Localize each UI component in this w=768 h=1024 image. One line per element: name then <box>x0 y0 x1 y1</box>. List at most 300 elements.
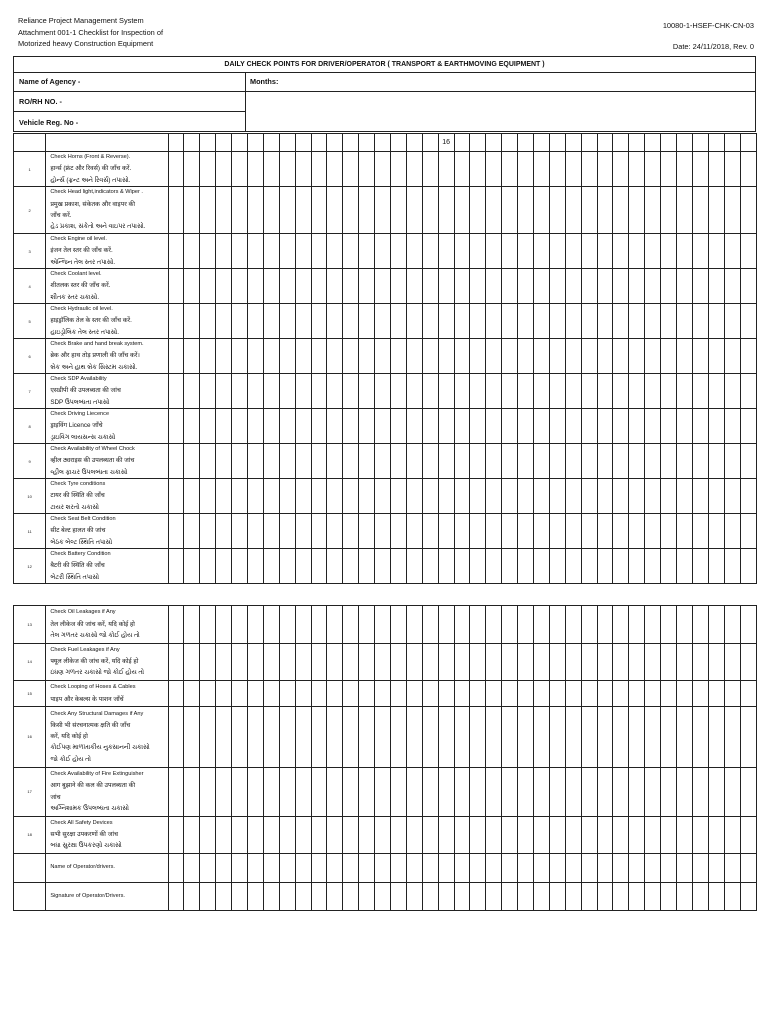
day-check-cell[interactable] <box>422 643 438 681</box>
day-check-cell[interactable] <box>645 374 661 409</box>
day-check-cell[interactable] <box>613 479 629 514</box>
day-check-cell[interactable] <box>565 707 581 768</box>
day-check-cell[interactable] <box>613 339 629 374</box>
day-check-cell[interactable] <box>518 643 534 681</box>
day-check-cell[interactable] <box>168 854 184 883</box>
day-check-cell[interactable] <box>200 374 216 409</box>
day-check-cell[interactable] <box>327 681 343 707</box>
day-check-cell[interactable] <box>279 854 295 883</box>
day-check-cell[interactable] <box>708 374 724 409</box>
day-check-cell[interactable] <box>438 681 454 707</box>
day-check-cell[interactable] <box>645 707 661 768</box>
day-check-cell[interactable] <box>708 883 724 911</box>
day-check-cell[interactable] <box>343 187 359 234</box>
day-check-cell[interactable] <box>216 549 232 584</box>
day-check-cell[interactable] <box>422 234 438 269</box>
day-check-cell[interactable] <box>359 681 375 707</box>
day-check-cell[interactable] <box>263 854 279 883</box>
day-check-cell[interactable] <box>645 883 661 911</box>
day-check-cell[interactable] <box>740 339 756 374</box>
day-check-cell[interactable] <box>597 549 613 584</box>
day-check-cell[interactable] <box>454 883 470 911</box>
day-check-cell[interactable] <box>470 152 486 187</box>
day-check-cell[interactable] <box>200 514 216 549</box>
day-check-cell[interactable] <box>216 339 232 374</box>
day-check-cell[interactable] <box>740 767 756 816</box>
day-check-cell[interactable] <box>422 854 438 883</box>
day-check-cell[interactable] <box>613 767 629 816</box>
day-check-cell[interactable] <box>263 269 279 304</box>
day-check-cell[interactable] <box>279 187 295 234</box>
day-check-cell[interactable] <box>247 606 263 644</box>
day-check-cell[interactable] <box>597 643 613 681</box>
day-check-cell[interactable] <box>168 681 184 707</box>
day-check-cell[interactable] <box>708 479 724 514</box>
day-check-cell[interactable] <box>343 707 359 768</box>
day-check-cell[interactable] <box>692 514 708 549</box>
day-check-cell[interactable] <box>422 374 438 409</box>
day-check-cell[interactable] <box>263 339 279 374</box>
day-check-cell[interactable] <box>629 816 645 854</box>
day-check-cell[interactable] <box>263 304 279 339</box>
day-check-cell[interactable] <box>216 681 232 707</box>
day-check-cell[interactable] <box>200 444 216 479</box>
day-check-cell[interactable] <box>533 549 549 584</box>
day-check-cell[interactable] <box>406 854 422 883</box>
day-check-cell[interactable] <box>613 152 629 187</box>
day-check-cell[interactable] <box>247 549 263 584</box>
day-check-cell[interactable] <box>565 883 581 911</box>
day-check-cell[interactable] <box>359 883 375 911</box>
day-check-cell[interactable] <box>677 409 693 444</box>
day-check-cell[interactable] <box>279 767 295 816</box>
day-check-cell[interactable] <box>279 549 295 584</box>
day-check-cell[interactable] <box>279 152 295 187</box>
day-check-cell[interactable] <box>422 707 438 768</box>
day-check-cell[interactable] <box>247 514 263 549</box>
day-check-cell[interactable] <box>422 549 438 584</box>
day-check-cell[interactable] <box>422 409 438 444</box>
day-check-cell[interactable] <box>740 643 756 681</box>
day-check-cell[interactable] <box>263 374 279 409</box>
day-check-cell[interactable] <box>565 681 581 707</box>
day-check-cell[interactable] <box>295 514 311 549</box>
day-check-cell[interactable] <box>724 854 740 883</box>
day-check-cell[interactable] <box>486 707 502 768</box>
day-check-cell[interactable] <box>518 883 534 911</box>
day-check-cell[interactable] <box>692 643 708 681</box>
day-check-cell[interactable] <box>645 152 661 187</box>
day-check-cell[interactable] <box>597 269 613 304</box>
day-check-cell[interactable] <box>486 187 502 234</box>
day-check-cell[interactable] <box>216 479 232 514</box>
day-check-cell[interactable] <box>263 767 279 816</box>
day-check-cell[interactable] <box>200 549 216 584</box>
day-check-cell[interactable] <box>311 374 327 409</box>
day-check-cell[interactable] <box>295 707 311 768</box>
day-check-cell[interactable] <box>502 269 518 304</box>
day-check-cell[interactable] <box>406 883 422 911</box>
day-check-cell[interactable] <box>216 816 232 854</box>
day-check-cell[interactable] <box>327 444 343 479</box>
day-check-cell[interactable] <box>677 479 693 514</box>
day-check-cell[interactable] <box>708 339 724 374</box>
day-check-cell[interactable] <box>438 234 454 269</box>
day-check-cell[interactable] <box>454 643 470 681</box>
day-check-cell[interactable] <box>724 339 740 374</box>
day-check-cell[interactable] <box>533 304 549 339</box>
day-check-cell[interactable] <box>692 269 708 304</box>
day-check-cell[interactable] <box>565 409 581 444</box>
day-check-cell[interactable] <box>629 707 645 768</box>
day-check-cell[interactable] <box>327 234 343 269</box>
day-check-cell[interactable] <box>470 339 486 374</box>
day-check-cell[interactable] <box>247 767 263 816</box>
day-check-cell[interactable] <box>343 514 359 549</box>
day-check-cell[interactable] <box>724 549 740 584</box>
day-check-cell[interactable] <box>438 479 454 514</box>
day-check-cell[interactable] <box>295 444 311 479</box>
day-check-cell[interactable] <box>295 374 311 409</box>
day-check-cell[interactable] <box>375 643 391 681</box>
day-check-cell[interactable] <box>661 374 677 409</box>
day-check-cell[interactable] <box>533 339 549 374</box>
day-check-cell[interactable] <box>375 152 391 187</box>
day-check-cell[interactable] <box>390 767 406 816</box>
day-check-cell[interactable] <box>263 409 279 444</box>
day-check-cell[interactable] <box>677 767 693 816</box>
day-check-cell[interactable] <box>581 479 597 514</box>
day-check-cell[interactable] <box>518 339 534 374</box>
day-check-cell[interactable] <box>629 681 645 707</box>
day-check-cell[interactable] <box>677 549 693 584</box>
day-check-cell[interactable] <box>724 606 740 644</box>
day-check-cell[interactable] <box>661 304 677 339</box>
day-check-cell[interactable] <box>454 681 470 707</box>
day-check-cell[interactable] <box>232 767 248 816</box>
day-check-cell[interactable] <box>390 549 406 584</box>
day-check-cell[interactable] <box>279 269 295 304</box>
day-check-cell[interactable] <box>390 187 406 234</box>
day-check-cell[interactable] <box>184 339 200 374</box>
day-check-cell[interactable] <box>200 304 216 339</box>
day-check-cell[interactable] <box>613 444 629 479</box>
day-check-cell[interactable] <box>375 767 391 816</box>
day-check-cell[interactable] <box>200 187 216 234</box>
day-check-cell[interactable] <box>422 767 438 816</box>
day-check-cell[interactable] <box>740 854 756 883</box>
day-check-cell[interactable] <box>677 304 693 339</box>
day-check-cell[interactable] <box>390 707 406 768</box>
day-check-cell[interactable] <box>518 234 534 269</box>
day-check-cell[interactable] <box>454 409 470 444</box>
day-check-cell[interactable] <box>232 269 248 304</box>
day-check-cell[interactable] <box>470 816 486 854</box>
day-check-cell[interactable] <box>502 479 518 514</box>
day-check-cell[interactable] <box>629 374 645 409</box>
day-check-cell[interactable] <box>581 816 597 854</box>
day-check-cell[interactable] <box>454 606 470 644</box>
day-check-cell[interactable] <box>502 681 518 707</box>
day-check-cell[interactable] <box>533 681 549 707</box>
day-check-cell[interactable] <box>390 606 406 644</box>
day-check-cell[interactable] <box>263 549 279 584</box>
day-check-cell[interactable] <box>327 304 343 339</box>
day-check-cell[interactable] <box>724 269 740 304</box>
day-check-cell[interactable] <box>565 854 581 883</box>
day-check-cell[interactable] <box>343 883 359 911</box>
day-check-cell[interactable] <box>677 444 693 479</box>
day-check-cell[interactable] <box>247 304 263 339</box>
day-check-cell[interactable] <box>327 883 343 911</box>
day-check-cell[interactable] <box>359 854 375 883</box>
day-check-cell[interactable] <box>613 187 629 234</box>
day-check-cell[interactable] <box>454 234 470 269</box>
day-check-cell[interactable] <box>247 374 263 409</box>
day-check-cell[interactable] <box>247 269 263 304</box>
day-check-cell[interactable] <box>232 152 248 187</box>
day-check-cell[interactable] <box>677 514 693 549</box>
day-check-cell[interactable] <box>708 152 724 187</box>
day-check-cell[interactable] <box>438 854 454 883</box>
day-check-cell[interactable] <box>406 444 422 479</box>
day-check-cell[interactable] <box>454 152 470 187</box>
day-check-cell[interactable] <box>232 549 248 584</box>
day-check-cell[interactable] <box>295 409 311 444</box>
day-check-cell[interactable] <box>597 339 613 374</box>
day-check-cell[interactable] <box>359 816 375 854</box>
day-check-cell[interactable] <box>470 549 486 584</box>
day-check-cell[interactable] <box>295 339 311 374</box>
day-check-cell[interactable] <box>168 152 184 187</box>
day-check-cell[interactable] <box>343 816 359 854</box>
day-check-cell[interactable] <box>200 707 216 768</box>
day-check-cell[interactable] <box>724 643 740 681</box>
day-check-cell[interactable] <box>438 304 454 339</box>
day-check-cell[interactable] <box>406 643 422 681</box>
day-check-cell[interactable] <box>168 304 184 339</box>
day-check-cell[interactable] <box>343 444 359 479</box>
day-check-cell[interactable] <box>597 681 613 707</box>
day-check-cell[interactable] <box>168 187 184 234</box>
day-check-cell[interactable] <box>549 854 565 883</box>
day-check-cell[interactable] <box>200 606 216 644</box>
day-check-cell[interactable] <box>724 374 740 409</box>
day-check-cell[interactable] <box>184 234 200 269</box>
day-check-cell[interactable] <box>645 643 661 681</box>
day-check-cell[interactable] <box>565 304 581 339</box>
day-check-cell[interactable] <box>502 234 518 269</box>
day-check-cell[interactable] <box>327 767 343 816</box>
day-check-cell[interactable] <box>708 643 724 681</box>
day-check-cell[interactable] <box>724 444 740 479</box>
day-check-cell[interactable] <box>645 304 661 339</box>
day-check-cell[interactable] <box>263 707 279 768</box>
day-check-cell[interactable] <box>343 606 359 644</box>
day-check-cell[interactable] <box>724 681 740 707</box>
day-check-cell[interactable] <box>311 304 327 339</box>
day-check-cell[interactable] <box>200 643 216 681</box>
day-check-cell[interactable] <box>692 767 708 816</box>
day-check-cell[interactable] <box>502 304 518 339</box>
day-check-cell[interactable] <box>406 816 422 854</box>
day-check-cell[interactable] <box>295 643 311 681</box>
day-check-cell[interactable] <box>184 479 200 514</box>
day-check-cell[interactable] <box>677 234 693 269</box>
day-check-cell[interactable] <box>486 304 502 339</box>
day-check-cell[interactable] <box>343 854 359 883</box>
day-check-cell[interactable] <box>422 681 438 707</box>
day-check-cell[interactable] <box>390 339 406 374</box>
day-check-cell[interactable] <box>422 152 438 187</box>
day-check-cell[interactable] <box>375 187 391 234</box>
day-check-cell[interactable] <box>724 707 740 768</box>
day-check-cell[interactable] <box>740 606 756 644</box>
day-check-cell[interactable] <box>708 816 724 854</box>
day-check-cell[interactable] <box>295 854 311 883</box>
day-check-cell[interactable] <box>343 152 359 187</box>
day-check-cell[interactable] <box>232 409 248 444</box>
day-check-cell[interactable] <box>263 444 279 479</box>
day-check-cell[interactable] <box>740 234 756 269</box>
day-check-cell[interactable] <box>677 681 693 707</box>
day-check-cell[interactable] <box>327 269 343 304</box>
day-check-cell[interactable] <box>692 409 708 444</box>
day-check-cell[interactable] <box>518 707 534 768</box>
day-check-cell[interactable] <box>327 374 343 409</box>
day-check-cell[interactable] <box>661 152 677 187</box>
day-check-cell[interactable] <box>216 767 232 816</box>
day-check-cell[interactable] <box>359 409 375 444</box>
day-check-cell[interactable] <box>613 883 629 911</box>
day-check-cell[interactable] <box>311 152 327 187</box>
day-check-cell[interactable] <box>200 767 216 816</box>
day-check-cell[interactable] <box>565 339 581 374</box>
day-check-cell[interactable] <box>279 479 295 514</box>
day-check-cell[interactable] <box>359 479 375 514</box>
day-check-cell[interactable] <box>247 444 263 479</box>
day-check-cell[interactable] <box>645 854 661 883</box>
day-check-cell[interactable] <box>422 304 438 339</box>
day-check-cell[interactable] <box>168 514 184 549</box>
day-check-cell[interactable] <box>359 707 375 768</box>
day-check-cell[interactable] <box>740 444 756 479</box>
day-check-cell[interactable] <box>629 767 645 816</box>
day-check-cell[interactable] <box>375 374 391 409</box>
day-check-cell[interactable] <box>422 514 438 549</box>
day-check-cell[interactable] <box>168 339 184 374</box>
day-check-cell[interactable] <box>422 187 438 234</box>
day-check-cell[interactable] <box>327 606 343 644</box>
day-check-cell[interactable] <box>279 816 295 854</box>
day-check-cell[interactable] <box>390 514 406 549</box>
day-check-cell[interactable] <box>168 767 184 816</box>
day-check-cell[interactable] <box>645 234 661 269</box>
day-check-cell[interactable] <box>438 816 454 854</box>
day-check-cell[interactable] <box>247 409 263 444</box>
day-check-cell[interactable] <box>740 304 756 339</box>
day-check-cell[interactable] <box>581 854 597 883</box>
day-check-cell[interactable] <box>359 374 375 409</box>
day-check-cell[interactable] <box>359 304 375 339</box>
day-check-cell[interactable] <box>597 479 613 514</box>
day-check-cell[interactable] <box>454 707 470 768</box>
day-check-cell[interactable] <box>200 816 216 854</box>
day-check-cell[interactable] <box>184 304 200 339</box>
day-check-cell[interactable] <box>343 681 359 707</box>
day-check-cell[interactable] <box>295 883 311 911</box>
day-check-cell[interactable] <box>438 409 454 444</box>
day-check-cell[interactable] <box>327 643 343 681</box>
day-check-cell[interactable] <box>375 606 391 644</box>
day-check-cell[interactable] <box>438 883 454 911</box>
day-check-cell[interactable] <box>216 269 232 304</box>
day-check-cell[interactable] <box>661 514 677 549</box>
day-check-cell[interactable] <box>422 479 438 514</box>
day-check-cell[interactable] <box>232 304 248 339</box>
day-check-cell[interactable] <box>645 549 661 584</box>
day-check-cell[interactable] <box>263 514 279 549</box>
day-check-cell[interactable] <box>549 187 565 234</box>
day-check-cell[interactable] <box>311 269 327 304</box>
day-check-cell[interactable] <box>184 681 200 707</box>
day-check-cell[interactable] <box>502 606 518 644</box>
day-check-cell[interactable] <box>740 152 756 187</box>
day-check-cell[interactable] <box>438 444 454 479</box>
day-check-cell[interactable] <box>216 854 232 883</box>
day-check-cell[interactable] <box>645 816 661 854</box>
day-check-cell[interactable] <box>263 234 279 269</box>
day-check-cell[interactable] <box>581 707 597 768</box>
day-check-cell[interactable] <box>724 152 740 187</box>
day-check-cell[interactable] <box>184 444 200 479</box>
day-check-cell[interactable] <box>533 606 549 644</box>
day-check-cell[interactable] <box>486 549 502 584</box>
day-check-cell[interactable] <box>247 643 263 681</box>
day-check-cell[interactable] <box>581 269 597 304</box>
day-check-cell[interactable] <box>518 479 534 514</box>
day-check-cell[interactable] <box>168 606 184 644</box>
day-check-cell[interactable] <box>549 606 565 644</box>
day-check-cell[interactable] <box>470 606 486 644</box>
day-check-cell[interactable] <box>692 816 708 854</box>
day-check-cell[interactable] <box>422 269 438 304</box>
day-check-cell[interactable] <box>502 444 518 479</box>
day-check-cell[interactable] <box>232 339 248 374</box>
day-check-cell[interactable] <box>216 234 232 269</box>
day-check-cell[interactable] <box>549 409 565 444</box>
day-check-cell[interactable] <box>406 681 422 707</box>
day-check-cell[interactable] <box>184 269 200 304</box>
day-check-cell[interactable] <box>438 269 454 304</box>
day-check-cell[interactable] <box>661 681 677 707</box>
day-check-cell[interactable] <box>422 339 438 374</box>
day-check-cell[interactable] <box>661 767 677 816</box>
day-check-cell[interactable] <box>581 549 597 584</box>
day-check-cell[interactable] <box>375 549 391 584</box>
day-check-cell[interactable] <box>724 883 740 911</box>
day-check-cell[interactable] <box>565 269 581 304</box>
day-check-cell[interactable] <box>390 854 406 883</box>
day-check-cell[interactable] <box>677 339 693 374</box>
day-check-cell[interactable] <box>629 409 645 444</box>
day-check-cell[interactable] <box>677 816 693 854</box>
day-check-cell[interactable] <box>200 681 216 707</box>
day-check-cell[interactable] <box>597 444 613 479</box>
day-check-cell[interactable] <box>486 883 502 911</box>
day-check-cell[interactable] <box>216 643 232 681</box>
day-check-cell[interactable] <box>184 187 200 234</box>
